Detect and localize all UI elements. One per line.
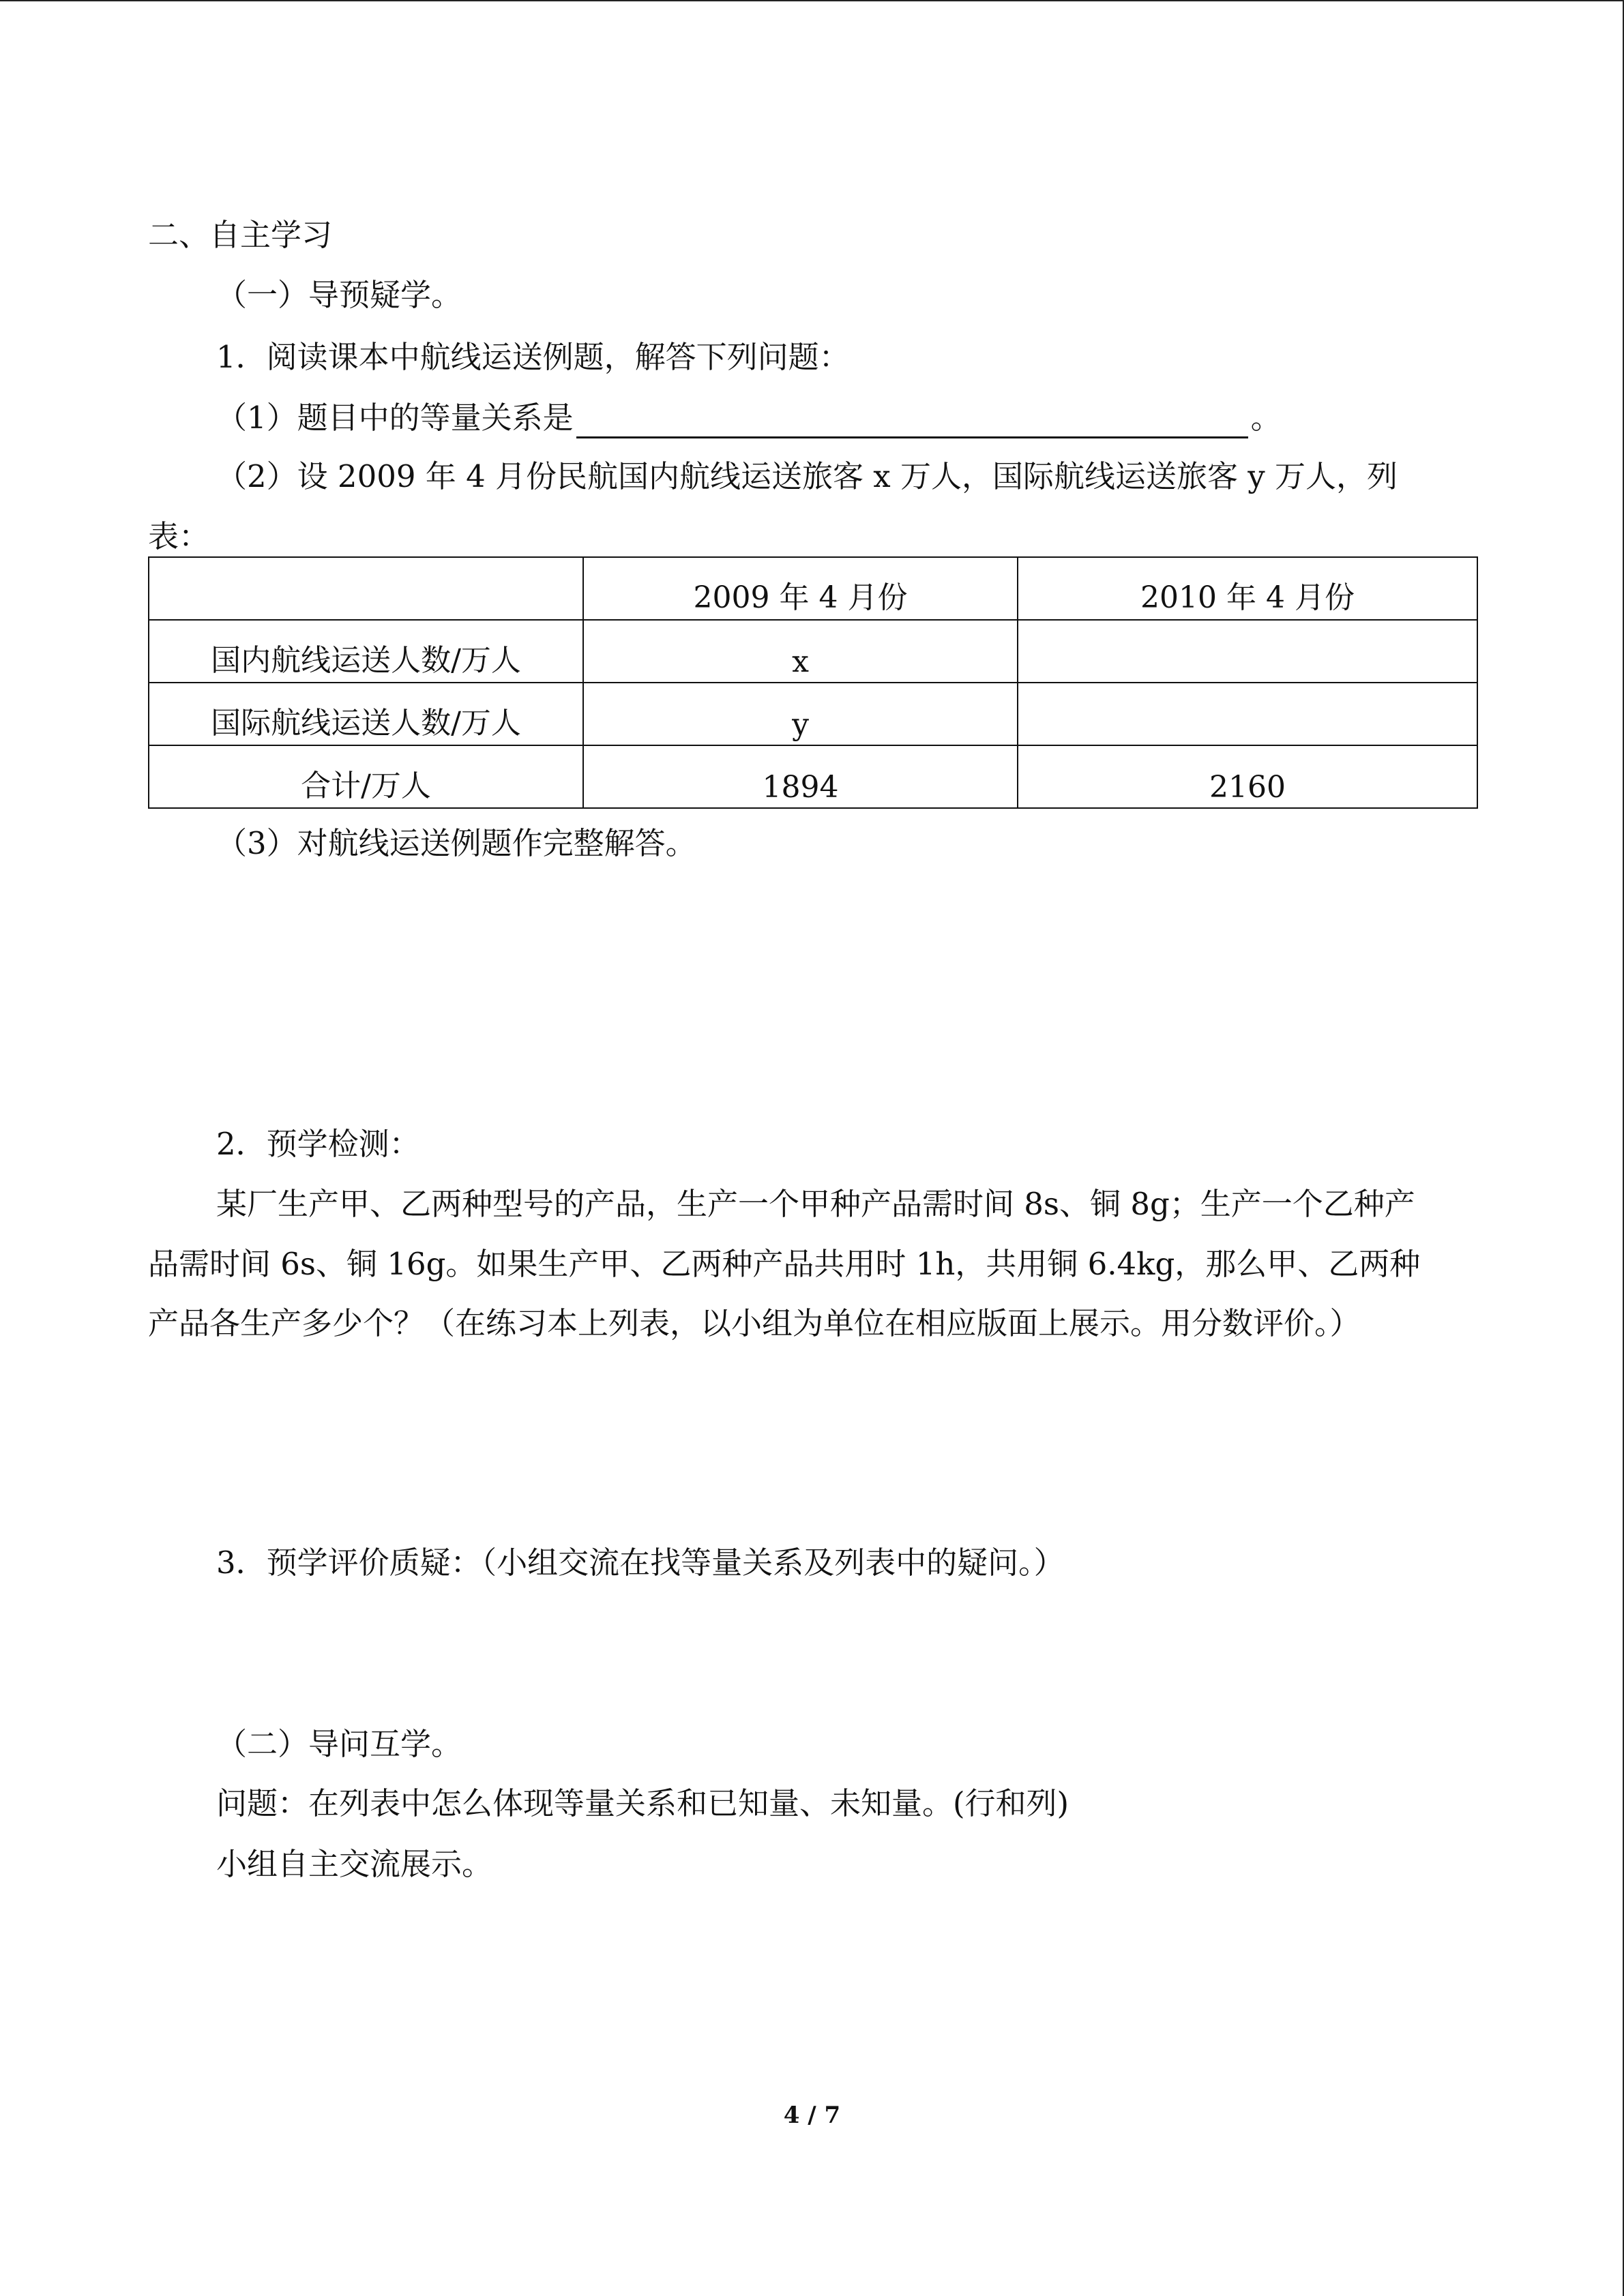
question-1 [216,398,1282,438]
question-1-suffix: 。 [1250,400,1282,436]
page-top-border [0,0,1624,1]
table-header-cell [149,557,583,620]
table-cell [1018,683,1477,745]
question-2-line2: 表： [148,518,210,554]
question-text: 问题：在列表中怎么体现等量关系和已知量、未知量。(行和列) [216,1785,1069,1821]
table-cell: y [583,683,1018,745]
table-row-label: 国内航线运送人数/万人 [149,620,583,683]
question-2-line1: （2）设 2009 年 4 月份民航国内航线运送旅客 x 万人，国际航线运送旅客 y 万人，列 [216,458,1398,494]
sub2-title: （二）导问互学。 [216,1726,462,1762]
table-row [149,620,1477,683]
table-row-label: 国际航线运送人数/万人 [149,683,583,745]
problem-line1: 某厂生产甲、乙两种型号的产品，生产一个甲种产品需时间 8s、铜 8g；生产一个乙种产 [216,1186,1415,1222]
table-cell: x [583,620,1018,683]
table-header-row [149,557,1477,620]
table-cell [1018,620,1477,683]
table-row-label: 合计/万人 [149,745,583,808]
answer-blank[interactable] [576,406,1248,438]
problem-line3: 产品各生产多少个？（在练习本上列表，以小组为单位在相应版面上展示。用分数评价。） [148,1305,1361,1341]
question-3: （3）对航线运送例题作完整解答。 [216,825,696,861]
section-title: 二、自主学习 [148,217,333,253]
table-header-cell: 2009 年 4 月份 [583,557,1018,620]
table-row [149,683,1477,745]
table-header-cell: 2010 年 4 月份 [1018,557,1477,620]
item2-text: 2．预学检测： [216,1126,420,1162]
item1-text: 1．阅读课本中航线运送例题，解答下列问题： [216,339,850,375]
table-cell: 2160 [1018,745,1477,808]
group-show-text: 小组自主交流展示。 [216,1846,493,1882]
table-cell: 1894 [583,745,1018,808]
passenger-table [148,556,1478,809]
page-number: 4 / 7 [783,2102,841,2129]
table-row [149,745,1477,808]
question-1-prefix: （1）题目中的等量关系是 [216,400,574,436]
item3-text: 3．预学评价质疑：（小组交流在找等量关系及列表中的疑问。） [216,1545,1065,1581]
sub1-title: （一）导预疑学。 [216,277,462,313]
problem-line2: 品需时间 6s、铜 16g。如果生产甲、乙两种产品共用时 1h，共用铜 6.4kg，那么甲、乙两种 [148,1246,1421,1282]
